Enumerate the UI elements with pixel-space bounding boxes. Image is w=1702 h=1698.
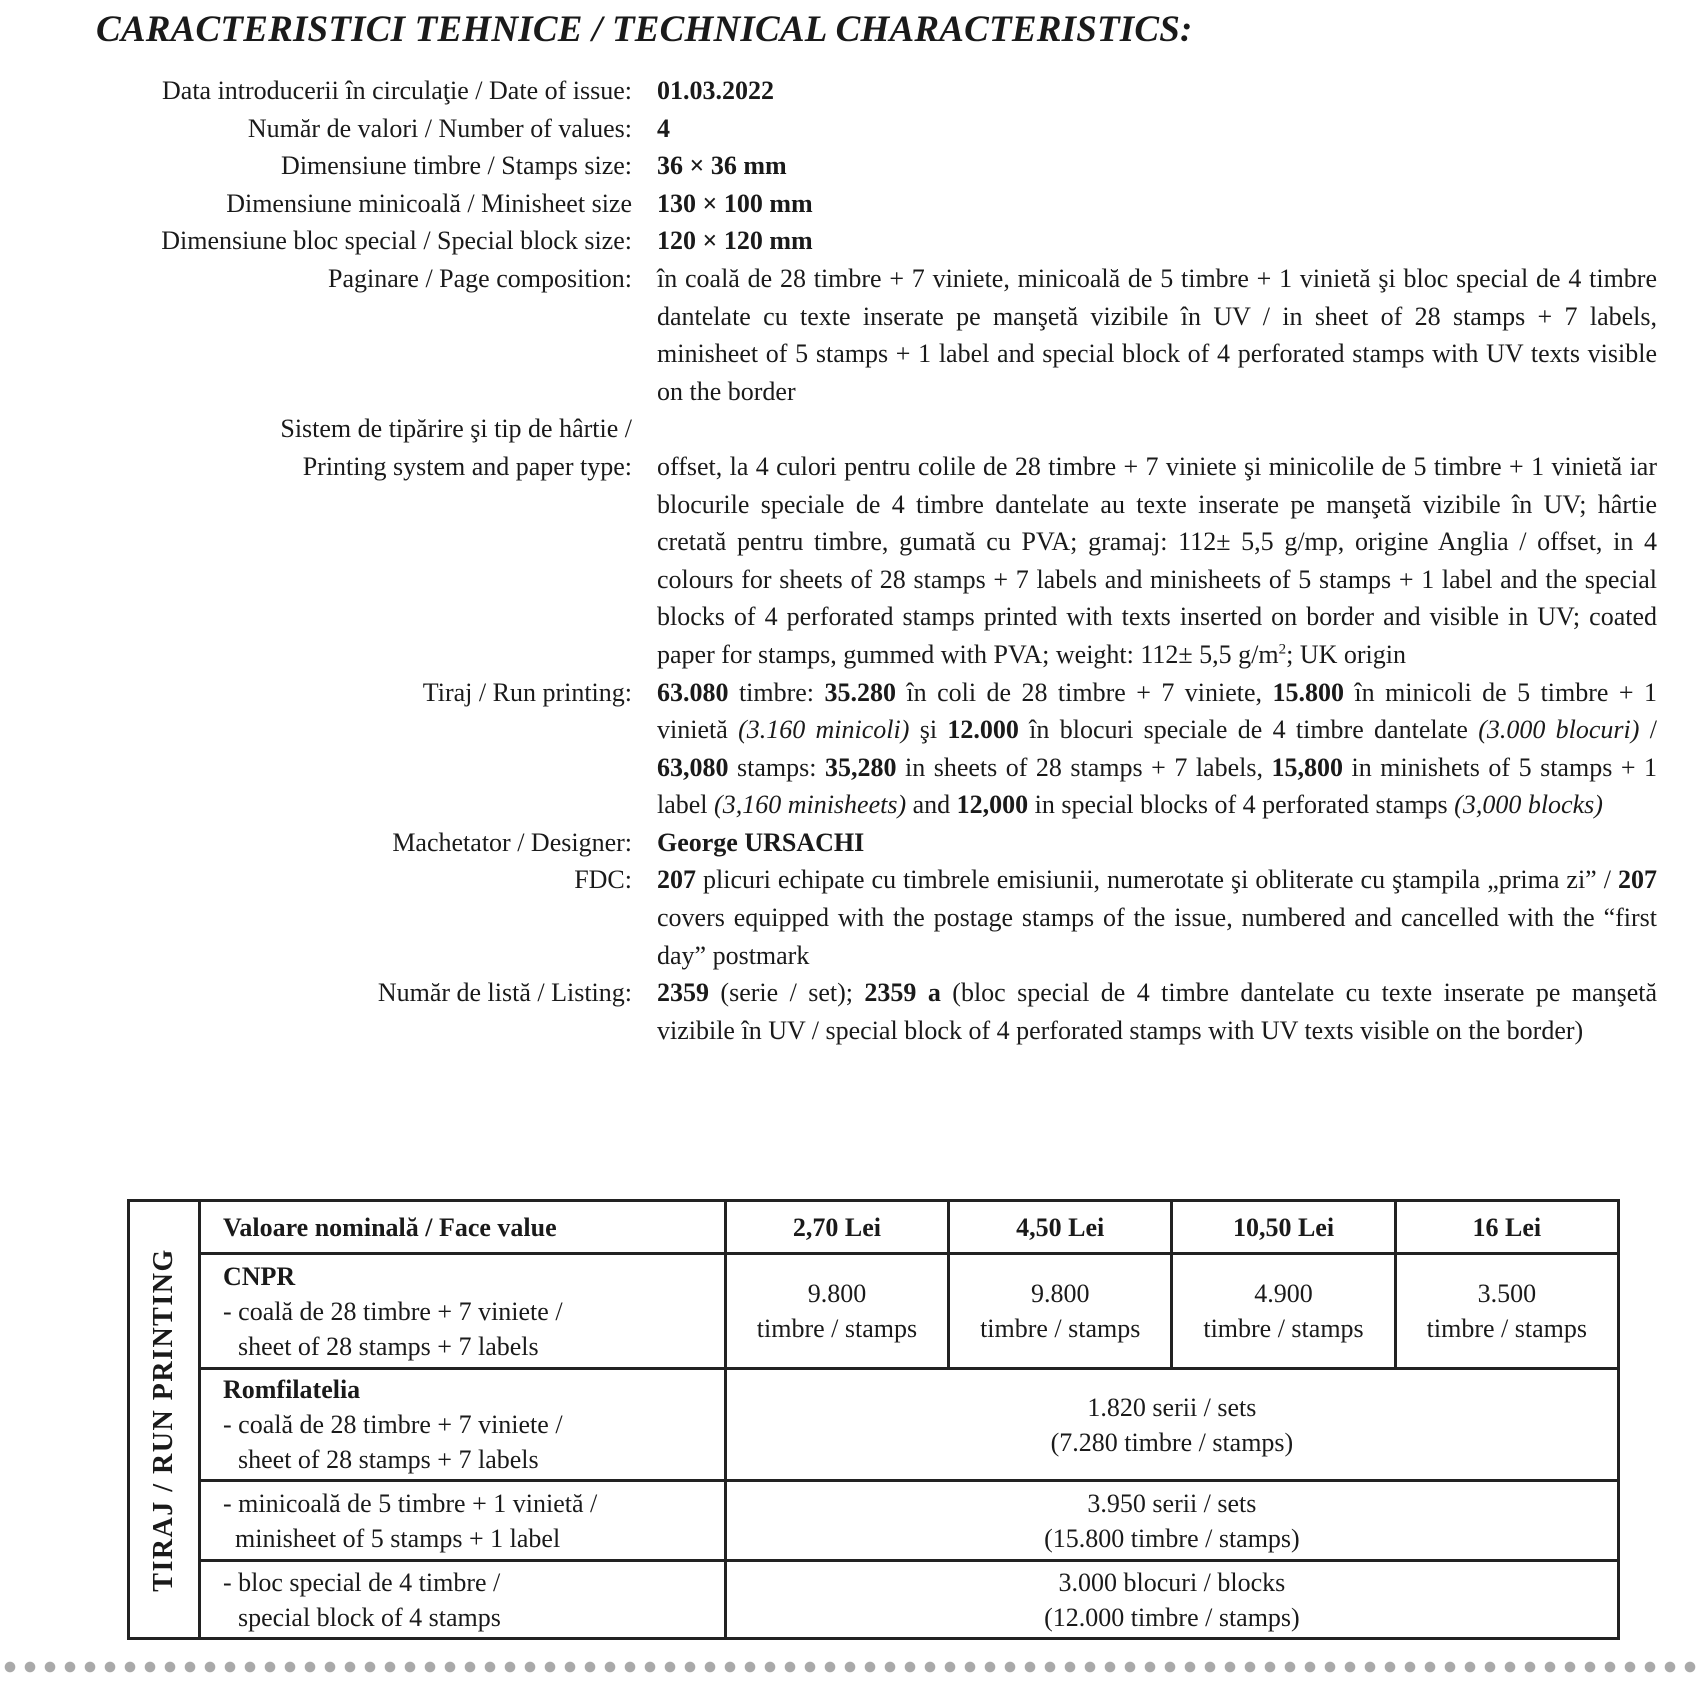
row-label-name: Romfilatelia — [223, 1375, 361, 1404]
row-label-line: special block of 4 stamps — [238, 1603, 501, 1633]
header-face-value: Valoare nominală / Face value — [201, 1202, 725, 1254]
cell-value: (7.280 timbre / stamps) — [1050, 1427, 1294, 1457]
spec-listing — [0, 974, 1702, 1049]
text-run: 12.000 — [947, 715, 1019, 745]
text-run: 2359 a — [864, 978, 941, 1008]
text-run: covers equipped with the postage stamps of the issue, numbered and cancelled with the “first day” postmark — [657, 903, 1657, 970]
spec-value: 130 × 100 mm — [657, 188, 813, 218]
text-run: 35.280 — [824, 677, 896, 707]
table-cell — [725, 1481, 1617, 1561]
table-row-cnpr — [201, 1254, 1617, 1369]
text-run: in sheets of 28 stamps + 7 labels, — [896, 752, 1272, 782]
spec-label: Paginare / Page composition: — [327, 263, 632, 293]
text-run: plicuri echipate cu timbrele emisiunii, numerotate şi obliterate cu ştampila „prima zi” / — [696, 865, 1618, 895]
run-printing-grid — [201, 1202, 1617, 1639]
cell-value: 9.800 — [1030, 1279, 1090, 1308]
text-run: 35,280 — [824, 752, 897, 782]
spec-value — [657, 861, 1657, 974]
spec-fdc — [0, 861, 1702, 974]
text-run: 15,800 — [1271, 752, 1343, 782]
table-side-label — [130, 1202, 201, 1637]
spec-value: 36 × 36 mm — [657, 151, 787, 181]
text-run: 63.080 — [657, 677, 729, 707]
specs-list — [0, 72, 1702, 1049]
run-printing-table — [127, 1199, 1620, 1640]
text-run: ; UK origin — [1286, 639, 1407, 669]
cell-value: 3.500 — [1477, 1279, 1537, 1308]
spec-value-text — [657, 448, 1657, 674]
spec-value — [657, 974, 1657, 1049]
spec-page-composition — [0, 260, 1702, 410]
cell-value: 1.820 serii / sets — [1087, 1392, 1257, 1422]
table-row-romfilatelia — [201, 1369, 1617, 1481]
row-label-line: - coală de 28 timbre + 7 viniete / — [223, 1410, 563, 1439]
row-label-line: sheet of 28 stamps + 7 labels — [238, 1331, 539, 1361]
cell-value: 4.900 — [1254, 1279, 1313, 1308]
table-row-special-block — [201, 1561, 1617, 1639]
text-run: stamps: — [728, 752, 825, 782]
header-value-cell: 2,70 Lei — [725, 1202, 948, 1254]
row-label — [201, 1254, 725, 1369]
text-run: 207 — [657, 865, 696, 895]
row-label-line: - coală de 28 timbre + 7 viniete / — [223, 1296, 563, 1326]
text-run: in special blocks of 4 perforated stamps — [1028, 790, 1455, 820]
spec-value — [657, 674, 1657, 824]
text-run: (3.160 minicoli) — [738, 715, 910, 745]
text-run: offset, la 4 culori pentru colile de 28 timbre + 7 viniete şi minicolile de 5 timbre + 1 vinietă iar blocurile speciale de 4 timbre dantelate au texte inserate pe manşetă vizibile în UV; hârtie cretată pentru timbre, gumată cu PVA; gramaj: 112± 5,5 g/mp, origine Anglia / offset, in 4 colours for sheets of 28 stamps + 7 labels and minisheets of 5 stamps + 1 label and the special blocks of 4 perforated stamps printed with texts inserted on border and visible in UV; coated paper for stamps, gummed with PVA; weight: 112± 5,5 g/m — [657, 451, 1657, 669]
cell-unit: timbre / stamps — [756, 1314, 918, 1343]
table-row-minisheet — [201, 1481, 1617, 1561]
text-run: în blocuri speciale de 4 timbre dantelate — [1018, 715, 1479, 745]
cell-value: 3.000 blocuri / blocks — [1058, 1568, 1286, 1598]
spec-label: Dimensiune minicoală / Minisheet size — [226, 188, 632, 218]
table-cell — [725, 1254, 948, 1369]
header-value-cell: 10,50 Lei — [1172, 1202, 1395, 1254]
spec-printing-system — [0, 410, 1702, 673]
row-label-line: sheet of 28 stamps + 7 labels — [238, 1445, 539, 1474]
text-run: and — [906, 790, 957, 820]
spec-number-of-values — [0, 110, 1702, 148]
table-cell — [725, 1369, 1617, 1481]
text-run: şi — [909, 715, 948, 745]
text-run: / — [1639, 715, 1657, 745]
text-run: timbre: — [728, 677, 825, 707]
spec-label: Tiraj / Run printing: — [422, 677, 632, 707]
spec-value — [657, 410, 1657, 673]
cell-unit: timbre / stamps — [980, 1314, 1141, 1343]
spec-designer — [0, 824, 1702, 862]
spec-label-line: Printing system and paper type: — [302, 451, 632, 481]
spec-label: Dimensiune timbre / Stamps size: — [281, 151, 632, 181]
table-cell — [1172, 1254, 1395, 1369]
header-value-cell: 16 Lei — [1395, 1202, 1617, 1254]
table-header-row — [201, 1202, 1617, 1254]
text-run: in minishets of 5 stamps + 1 label — [657, 752, 1657, 820]
text-run: în minicoli de 5 timbre + 1 vinietă — [657, 677, 1657, 745]
cell-unit: timbre / stamps — [1426, 1314, 1587, 1343]
row-label-line: - minicoală de 5 timbre + 1 vinietă / — [223, 1488, 598, 1518]
spec-label: Număr de listă / Listing: — [377, 978, 632, 1008]
text-run: (3.000 blocuri) — [1478, 715, 1640, 745]
text-run: 63,080 — [657, 752, 729, 782]
text-run: în coli de 28 timbre + 7 viniete, — [895, 677, 1273, 707]
spec-run-printing — [0, 674, 1702, 824]
row-label — [201, 1561, 725, 1639]
table-cell — [949, 1254, 1172, 1369]
text-run: 207 — [1618, 865, 1657, 895]
cell-unit: timbre / stamps — [1203, 1314, 1364, 1343]
spec-date-of-issue — [0, 72, 1702, 110]
spec-value: 4 — [657, 113, 670, 143]
spec-label: Data introducerii în circulaţie / Date of issue: — [162, 76, 632, 105]
cell-value: 3.950 serii / sets — [1087, 1488, 1257, 1518]
text-run: 15.800 — [1272, 677, 1344, 707]
dotted-divider — [0, 1660, 1702, 1674]
table-cell — [725, 1561, 1617, 1639]
row-label — [201, 1369, 725, 1481]
spec-value: 120 × 120 mm — [657, 226, 813, 256]
page-title: CARACTERISTICI TEHNICE / TECHNICAL CHARACTERISTICS: — [96, 9, 1193, 50]
spec-value: în coală de 28 timbre + 7 viniete, minicoală de 5 timbre + 1 vinietă şi bloc special de 4 timbre dantelate cu texte inserate pe manşetă vizibile în UV / in sheet of 28 stamps + 7 labels, minisheet of 5 stamps + 1 label and special block of 4 perforated stamps with UV texts visible on the border — [657, 263, 1657, 406]
text-run: 2359 — [657, 978, 709, 1008]
row-label-name: CNPR — [223, 1261, 296, 1291]
spec-label: Număr de valori / Number of values: — [247, 113, 632, 143]
row-label-line: - bloc special de 4 timbre / — [223, 1568, 501, 1598]
spec-special-block-size — [0, 222, 1702, 260]
spec-minisheet-size — [0, 185, 1702, 223]
superscript: 2 — [1278, 641, 1287, 658]
spec-value: George URSACHI — [657, 827, 865, 857]
cell-value: (12.000 timbre / stamps) — [1044, 1603, 1300, 1633]
spec-value: 01.03.2022 — [657, 76, 774, 105]
text-run: 12,000 — [956, 790, 1029, 820]
text-run: (bloc special de 4 timbre dantelate cu texte inserate pe manşetă vizibile în UV / special block of 4 perforated stamps with UV texts visible on the border) — [657, 978, 1658, 1045]
table-cell — [1395, 1254, 1617, 1369]
cell-value: (15.800 timbre / stamps) — [1044, 1523, 1300, 1553]
spec-label: Dimensiune bloc special / Special block size: — [161, 226, 632, 256]
text-run: (serie / set); — [709, 978, 865, 1008]
spec-label: Machetator / Designer: — [392, 827, 632, 857]
header-value-cell: 4,50 Lei — [949, 1202, 1172, 1254]
spec-stamps-size — [0, 147, 1702, 185]
spec-value-spacer — [657, 410, 1657, 448]
spec-label-line: Sistem de tipărire şi tip de hârtie / — [280, 414, 632, 444]
side-label-text: TIRAJ / RUN PRINTING — [148, 1247, 179, 1592]
text-run: (3,000 blocks) — [1454, 790, 1603, 820]
spec-label: FDC: — [574, 865, 632, 895]
row-label — [201, 1481, 725, 1561]
cell-value: 9.800 — [807, 1279, 867, 1308]
row-label-line: minisheet of 5 stamps + 1 label — [235, 1523, 561, 1553]
text-run: (3,160 minisheets) — [714, 790, 907, 820]
spec-label — [0, 410, 632, 673]
